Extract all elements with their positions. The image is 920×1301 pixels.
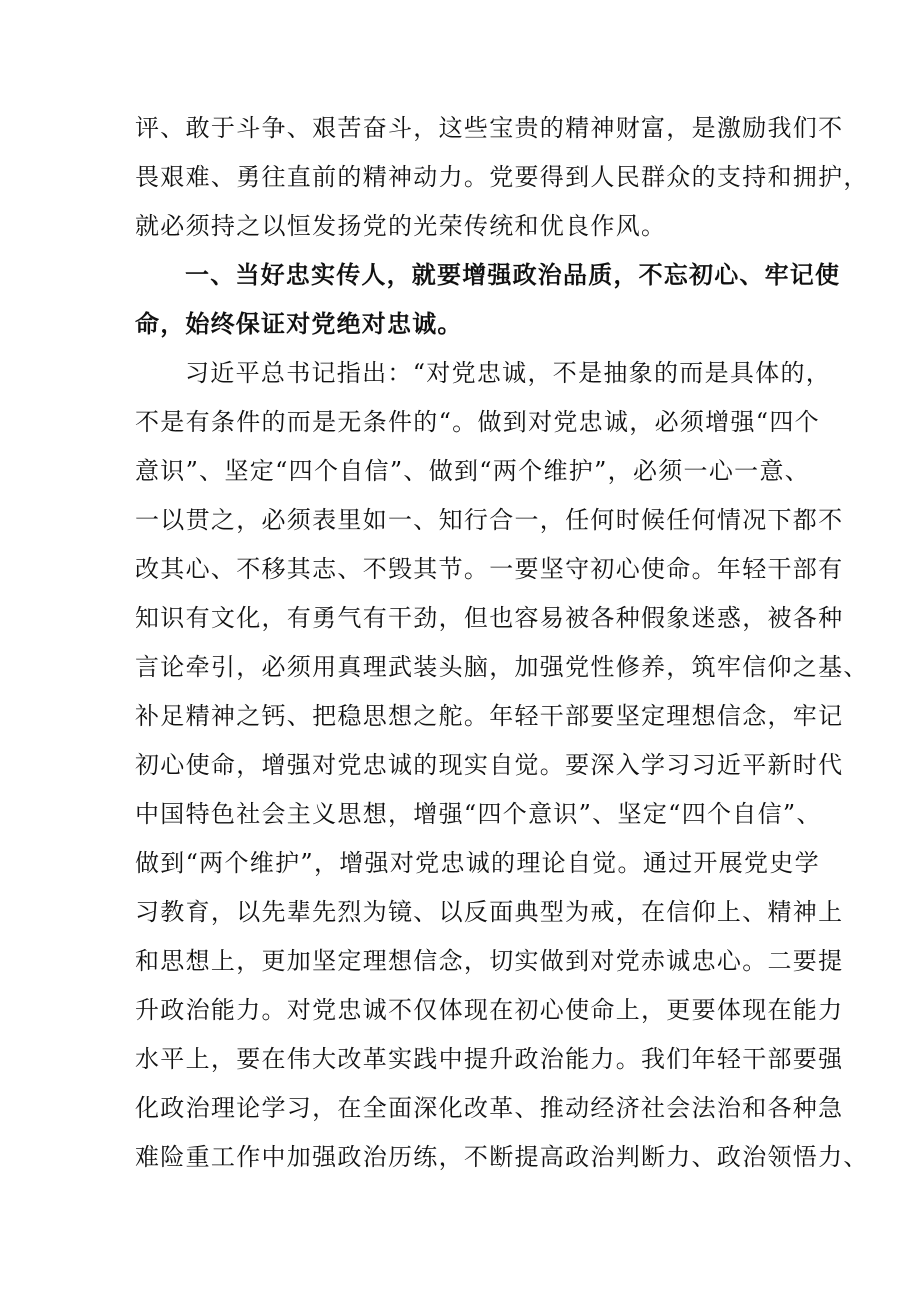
text-line: 意识”、坚定“四个自信”、做到“两个维护”，必须一心一意、 <box>135 457 811 485</box>
text-line: 改其心、不移其志、不毁其节。一要坚守初心使命。年轻干部有 <box>135 555 844 583</box>
text-line: 初心使命，增强对党忠诚的现实自觉。要深入学习习近平新时代 <box>135 751 844 779</box>
text-line: 补足精神之钙、把稳思想之舵。年轻干部要坚定理想信念，牢记 <box>135 702 844 730</box>
text-line: 一以贯之，必须表里如一、知行合一，任何时候任何情况下都不 <box>135 506 844 534</box>
text-line: 习近平总书记指出：“对党忠诚，不是抽象的而是具体的， <box>185 359 832 387</box>
text-line: 难险重工作中加强政治历练，不断提高政治判断力、政治领悟力、 <box>135 1143 869 1171</box>
text-line: 中国特色社会主义思想，增强“四个意识”、坚定“四个自信”、 <box>135 800 822 828</box>
text-line: 知识有文化，有勇气有干劲，但也容易被各种假象迷惑，被各种 <box>135 604 844 632</box>
text-line: 评、敢于斗争、艰苦奋斗，这些宝贵的精神财富，是激励我们不 <box>135 114 844 142</box>
heading-line: 命，始终保证对党绝对忠诚。 <box>135 310 463 338</box>
text-line: 化政治理论学习，在全面深化改革、推动经济社会法治和各种急 <box>135 1094 844 1122</box>
text-line: 做到“两个维护”，增强对党忠诚的理论自觉。通过开展党史学 <box>135 849 820 877</box>
text-line: 畏艰难、勇往直前的精神动力。党要得到人民群众的支持和拥护， <box>135 163 869 191</box>
text-line: 习教育，以先辈先烈为镜、以反面典型为戒，在信仰上、精神上 <box>135 898 844 926</box>
text-line: 升政治能力。对党忠诚不仅体现在初心使命上，更要体现在能力 <box>135 996 844 1024</box>
text-line: 水平上，要在伟大改革实践中提升政治能力。我们年轻干部要强 <box>135 1045 844 1073</box>
text-line: 和思想上，更加坚定理想信念，切实做到对党赤诚忠心。二要提 <box>135 947 844 975</box>
text-line: 不是有条件的而是无条件的“。做到对党忠诚，必须增强“四个 <box>135 408 820 436</box>
heading-line: 一、当好忠实传人，就要增强政治品质，不忘初心、牢记使 <box>185 261 841 289</box>
text-line: 言论牵引，必须用真理武装头脑，加强党性修养，筑牢信仰之基、 <box>135 653 869 681</box>
text-line: 就必须持之以恒发扬党的光荣传统和优良作风。 <box>135 212 667 240</box>
